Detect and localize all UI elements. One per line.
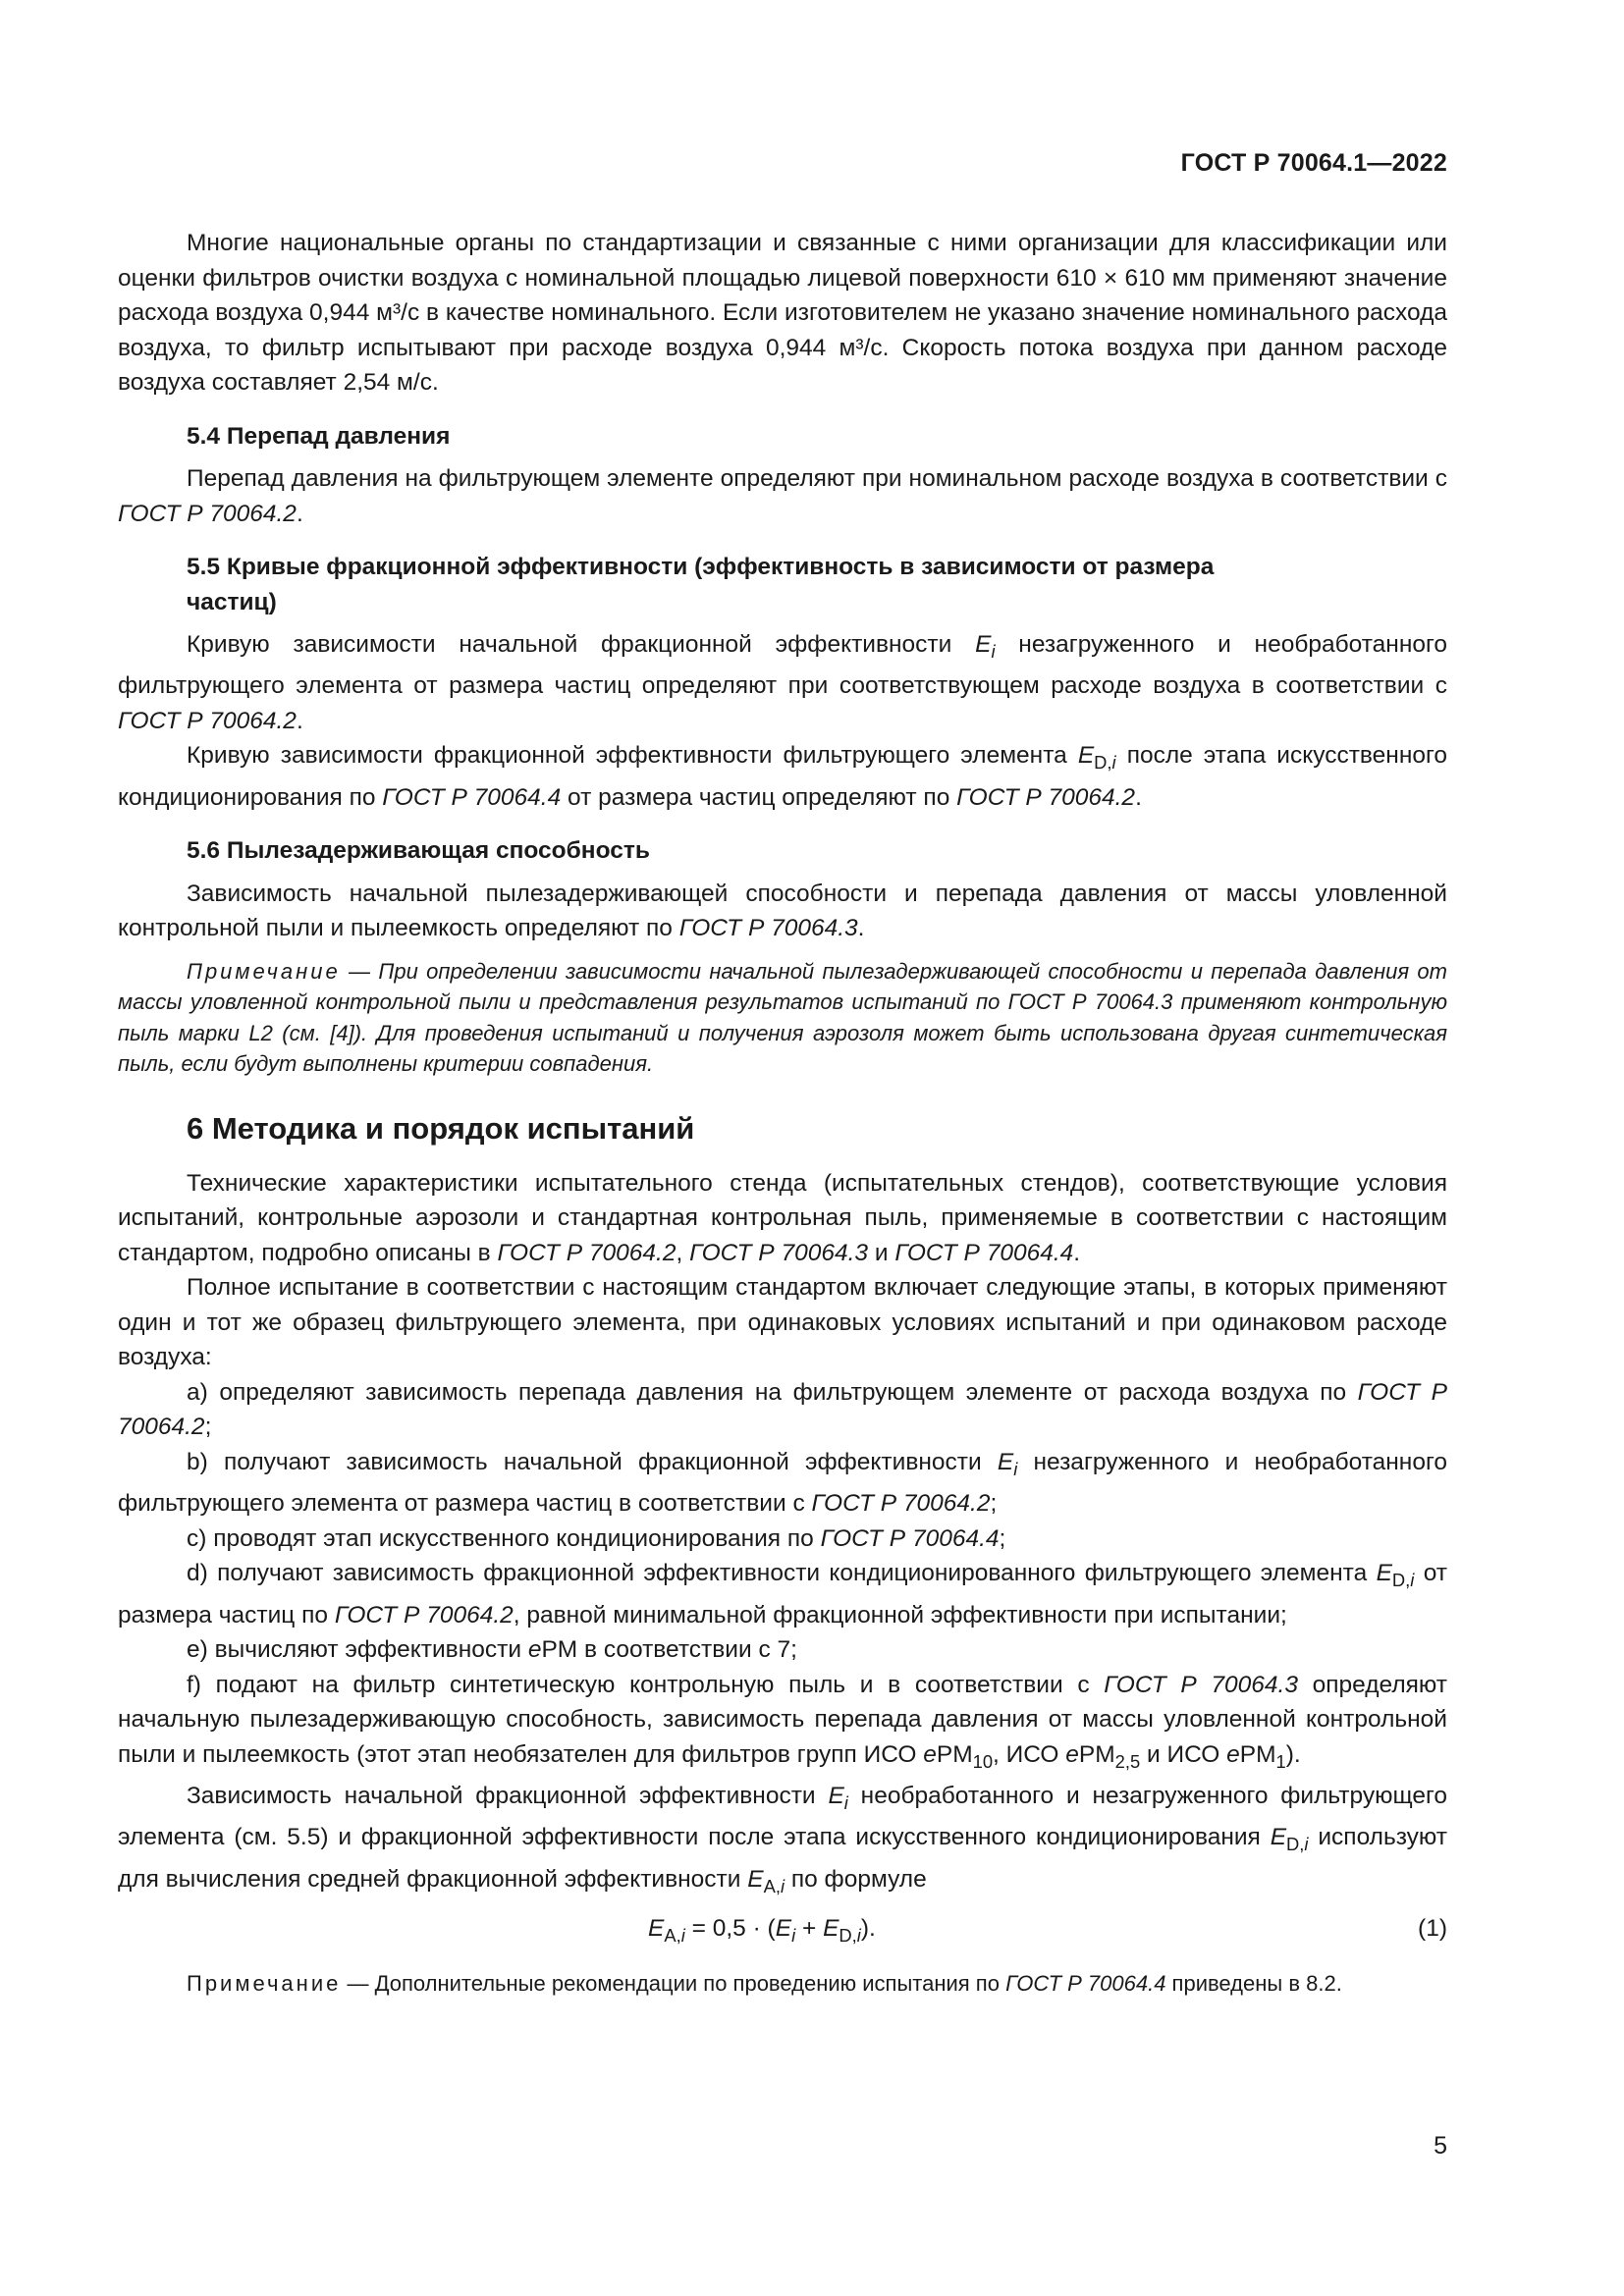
list-item-d: d) получают зависимость фракционной эффективности кондиционированного фильтрующего элемента $E_{D,i}$ от размера частиц по ГОСТ Р 70064.2, равной минимальной фракционной эффективности при испытании;	[118, 1560, 1447, 1629]
section-5-4-text: Перепад давления на фильтрующем элементе определяют при номинальном расходе воздуха в соответствии с ГОСТ Р 70064.2.	[118, 465, 1447, 527]
equation-number: (1)	[1418, 1915, 1447, 1943]
list-item-c: c) проводят этап искусственного кондиционирования по ГОСТ Р 70064.4;	[187, 1524, 1006, 1552]
document-header: ГОСТ Р 70064.1—2022	[1180, 149, 1447, 177]
page-number: 5	[1434, 2132, 1447, 2160]
note-label: Примечание	[187, 1971, 342, 1997]
list-item-a: a) определяют зависимость перепада давления на фильтрующем элементе от расхода воздуха по ГОСТ Р 70064.2;	[118, 1378, 1447, 1441]
formula-1	[118, 1909, 1447, 1949]
section-5-6-note: Примечание — При определении зависимости начальной пылезадерживающей способности и перепада давления от массы уловленной контрольной пыли и представления результатов испытаний по ГОСТ Р 70064.3 применяют контрольную пыль марки L2 (см. [4]). Для проведения испытаний и получения аэрозоля может быть использована другая синтетическая пыль, если будут выполнены критерии совпадения.	[118, 958, 1447, 1077]
section-5-4-title: 5.4 Перепад давления	[187, 422, 451, 450]
ref-gost-4: ГОСТ Р 70064.4	[382, 783, 562, 811]
section-5-6-text: Зависимость начальной пылезадерживающей способности и перепада давления от массы уловленной контрольной пыли и пылеемкость определяют по ГОСТ Р 70064.3.	[118, 880, 1447, 942]
ref-gost-2: ГОСТ Р 70064.2	[956, 783, 1136, 811]
section-6-paragraph-1: Технические характеристики испытательного стенда (испытательных стендов), соответствующие условия испытаний, контрольные аэрозоли и стандартная контрольная пыль, применяемые в соответствии с настоящим стандартом, подробно описаны в ГОСТ Р 70064.2, ГОСТ Р 70064.3 и ГОСТ Р 70064.4.	[118, 1169, 1447, 1266]
page-content	[118, 226, 1447, 2000]
list-item-f: f) подают на фильтр синтетическую контрольную пыль и в соответствии с ГОСТ Р 70064.3 определяют начальную пылезадерживающую способность, зависимость перепада давления от массы уловленной контрольной пыли и пылеемкость (этот этап необязателен для фильтров групп ИСО ePM$_{10}$, ИСО ePM$_{2,5}$ и ИСО ePM$_1$).	[118, 1671, 1447, 1772]
ref-gost-2: ГОСТ Р 70064.2	[118, 500, 297, 527]
section-5-5-paragraph-1: Кривую зависимости начальной фракционной эффективности $E_i$ незагруженного и необработанного фильтрующего элемента от размера частиц определяют при соответствующем расходе воздуха в соответствии с ГОСТ Р 70064.2.	[118, 631, 1448, 734]
ref-gost-3: ГОСТ Р 70064.3	[678, 915, 858, 942]
formula-expression: $E_{A,i} = 0,5 \cdot (E_i + E_{D,i})$.	[648, 1915, 876, 1947]
section-6-note: Примечание — Дополнительные рекомендации по проведению испытания по ГОСТ Р 70064.4 приведены в 8.2.	[187, 1971, 1342, 1997]
section-6-paragraph-2: Полное испытание в соответствии с настоящим стандартом включает следующие этапы, в которых применяют один и тот же образец фильтрующего элемента, при одинаковых условиях испытаний и при одинаковом расходе воздуха:	[118, 1274, 1447, 1371]
list-item-b: b) получают зависимость начальной фракционной эффективности $E_i$ незагруженного и необработанного фильтрующего элемента от размера частиц в соответствии с ГОСТ Р 70064.2;	[118, 1448, 1447, 1518]
ref-gost-2: ГОСТ Р 70064.2	[118, 707, 297, 734]
section-5-5-paragraph-2: Кривую зависимости фракционной эффективности фильтрующего элемента $E_{D,i}$ после этапа искусственного кондиционирования по ГОСТ Р 70064.4 от размера частиц определяют по ГОСТ Р 70064.2.	[118, 742, 1447, 811]
note-label: Примечание	[187, 958, 341, 984]
intro-paragraph: Многие национальные органы по стандартизации и связанные с ними организации для классификации или оценки фильтров очистки воздуха с номинальной площадью лицевой поверхности 610 × 610 мм применяют значение расхода воздуха 0,944 м³/с в качестве номинального. Если изготовителем не указано значение номинального расхода воздуха, то фильтр испытывают при расходе воздуха 0,944 м³/с. Скорость потока воздуха при данном расходе воздуха составляет 2,54 м/с.	[118, 230, 1447, 396]
section-6-paragraph-3: Зависимость начальной фракционной эффективности $E_i$ необработанного и незагруженного фильтрующего элемента (см. 5.5) и фракционной эффективности после этапа искусственного кондиционирования $E_{D,i}$ используют для вычисления средней фракционной эффективности $E_{A,i}$ по формуле	[118, 1782, 1447, 1896]
list-item-e: e) вычисляют эффективности ePM в соответствии с 7;	[187, 1636, 797, 1664]
section-5-6-title: 5.6 Пылезадерживающая способность	[187, 837, 650, 865]
section-5-5-title: 5.5 Кривые фракционной эффективности (эффективность в зависимости от размера частиц)	[187, 554, 1215, 615]
section-6-title: 6 Методика и порядок испытаний	[187, 1110, 695, 1146]
